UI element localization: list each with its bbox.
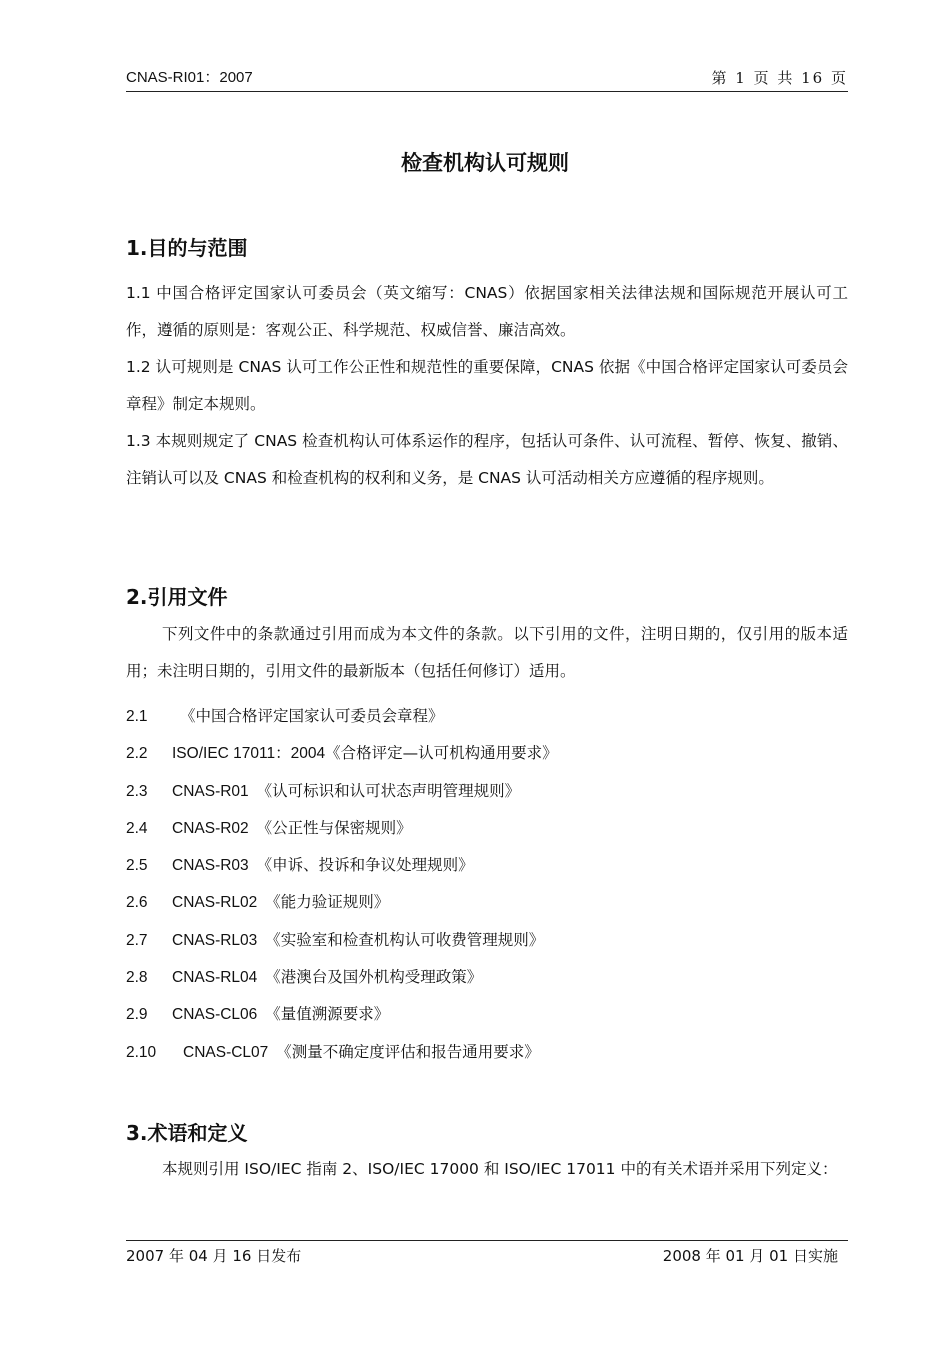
footer-rule (126, 1240, 848, 1241)
list-item: 2.6 CNAS-RL02 《能力验证规则》 (126, 893, 390, 912)
list-item: 2.10 CNAS-CL07 《测量不确定度评估和报告通用要求》 (126, 1042, 540, 1061)
list-item: 2.3 CNAS-R01 《认可标识和认可状态声明管理规则》 (126, 781, 521, 800)
list-item: 2.7 CNAS-RL03 《实验室和检查机构认可收费管理规则》 (126, 930, 545, 949)
list-item: 2.5 CNAS-R03 《申诉、投诉和争议处理规则》 (126, 856, 474, 875)
effective-date: 2008 年 01 月 01 日实施 (662, 1247, 838, 1265)
page-header (126, 66, 848, 90)
section-heading-2: 2.引用文件 (126, 585, 228, 609)
paragraph-1-1: 1.1 中国合格评定国家认可委员会（英文缩写：CNAS）依据国家相关法律法规和国际规范开展认可工作，遵循的原则是：客观公正、科学规范、权威信誉、廉洁高效。 (126, 284, 848, 339)
list-item: 2.4 CNAS-R02 《公正性与保密规则》 (126, 818, 412, 837)
list-item: 2.9 CNAS-CL06 《量值溯源要求》 (126, 1005, 390, 1024)
paragraph-1-3: 1.3 本规则规定了 CNAS 检查机构认可体系运作的程序，包括认可条件、认可流程、暂停、恢复、撤销、注销认可以及 CNAS 和检查机构的权利和义务，是 CNAS 认可活动相关方应遵循的程序规则。 (126, 432, 848, 487)
header-rule (126, 91, 848, 92)
page-number: 第 1 页 共 16 页 (711, 69, 848, 87)
section-heading-1: 1.目的与范围 (126, 236, 248, 260)
paragraph-2-intro: 下列文件中的条款通过引用而成为本文件的条款。以下引用的文件，注明日期的，仅引用的版本适用；未注明日期的，引用文件的最新版本（包括任何修订）适用。 (126, 625, 848, 680)
document-title: 检查机构认可规则 (401, 151, 569, 175)
list-item: 2.1 《中国合格评定国家认可委员会章程》 (126, 707, 444, 725)
list-item: 2.8 CNAS-RL04 《港澳台及国外机构受理政策》 (126, 968, 483, 987)
list-item: 2.2 ISO/IEC 17011：2004《合格评定—认可机构通用要求》 (126, 744, 558, 763)
reference-list (126, 704, 848, 1077)
section-heading-3: 3.术语和定义 (126, 1121, 248, 1145)
page-footer (126, 1245, 838, 1267)
issue-date: 2007 年 04 月 16 日发布 (126, 1247, 302, 1265)
doc-code: CNAS-RI01：2007 (126, 69, 253, 86)
paragraph-3-intro: 本规则引用 ISO/IEC 指南 2、ISO/IEC 17000 和 ISO/IEC 17011 中的有关术语并采用下列定义： (162, 1160, 838, 1178)
paragraph-1-2: 1.2 认可规则是 CNAS 认可工作公正性和规范性的重要保障，CNAS 依据《中国合格评定国家认可委员会章程》制定本规则。 (126, 358, 848, 413)
